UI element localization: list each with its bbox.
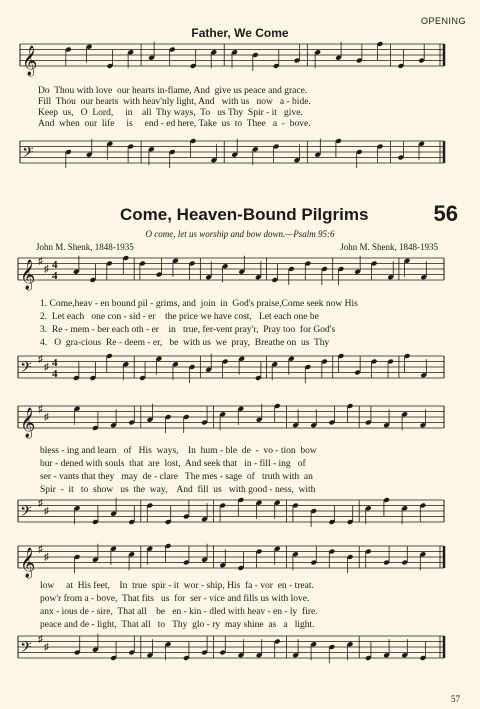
words-credit: John M. Shenk, 1848-1935: [36, 242, 134, 252]
system1-verse3: 3. Re - mem - ber each oth - er in true, fer-vent pray'r, Pray too for God's: [40, 325, 336, 335]
system3-verse4: peace and de - light, That all to Thy glo - ry may shine as a light.: [40, 620, 315, 630]
page-number: 57: [451, 694, 460, 704]
time-signature: 4: [52, 357, 58, 369]
sharp-icon: ♯: [38, 498, 43, 509]
system1-bass-staff: [0, 350, 480, 400]
system2-verse2: bur - dened with souls that are lost, And seek that in - fill - ing of: [40, 459, 306, 469]
system3-verse2: pow'r from a - bove, That fits us for ser - vice and fills us with love.: [40, 594, 310, 604]
hymn1-title: Father, We Come: [191, 26, 289, 40]
sharp-icon: ♯: [44, 264, 49, 275]
system1-verse1: 1. Come,heav - en bound pil - grims, and join in God's praise,Come seek now His: [40, 299, 358, 309]
sharp-icon: ♯: [38, 544, 43, 555]
system2-verse1: bless - ing and learn of His ways, In hum - ble de - vo - tion bow: [40, 446, 317, 456]
system2-bass-staff: [0, 494, 480, 544]
system3-bass-staff: [0, 630, 480, 690]
system1-verse2: 2. Let each one con - sid - er the price we have cost, Let each one be: [40, 312, 319, 322]
treble-clef-icon: 𝄞: [20, 260, 36, 290]
bass-clef-icon: 𝄢: [20, 359, 32, 380]
staff-lines: [20, 141, 444, 163]
hymn1-verse4: And when our life is end - ed here, Take us to Thee a - bove.: [38, 119, 311, 129]
time-signature: 4: [52, 270, 58, 282]
hymn1-verse2: Fill Thou our hearts with heav'nly light, And with us now a - bide.: [38, 97, 311, 107]
hymn1-bass-staff: [0, 135, 480, 185]
sharp-icon: ♯: [44, 362, 49, 373]
sharp-icon: ♯: [38, 354, 43, 365]
system1-verse4: 4. O gra-cious Re - deem - er, be with us we pray, Breathe on us Thy: [40, 338, 330, 348]
sharp-icon: ♯: [44, 642, 49, 653]
sharp-icon: ♯: [38, 634, 43, 645]
hymn-number: 56: [433, 201, 458, 226]
system3-verse1: low at His feet, In true spir - it wor - ship, His fa - vor en - treat.: [40, 581, 314, 591]
staff-lines: [18, 356, 444, 378]
sharp-icon: ♯: [38, 404, 43, 415]
hymn1-verse3: Keep us, O Lord, in all Thy ways, To us Thy Spir - it give.: [38, 108, 303, 118]
sharp-icon: ♯: [44, 412, 49, 423]
treble-clef-icon: 𝄞: [22, 46, 38, 76]
system2-verse3: ser - vants that they may de - clare The mes - sage of truth with an: [40, 472, 313, 482]
system1-treble-staff: [0, 252, 480, 302]
system2-treble-staff: [0, 400, 480, 450]
staff-lines: [18, 636, 444, 658]
hymn1-treble-staff: [0, 38, 480, 88]
bass-clef-icon: 𝄢: [20, 639, 32, 660]
system2-verse4: Spir - it to show us the way, And fill us with good - ness, with: [40, 485, 316, 495]
sharp-icon: ♯: [38, 256, 43, 267]
hymn2-title: Come, Heaven-Bound Pilgrims: [120, 205, 369, 224]
staff-lines: [18, 406, 444, 428]
bass-clef-icon: 𝄢: [22, 144, 34, 165]
hymn1-verse1: Do Thou with love our hearts in-flame, And give us peace and grace.: [38, 86, 308, 96]
music-credit: John M. Shenk, 1848-1935: [340, 242, 438, 252]
sharp-icon: ♯: [44, 552, 49, 563]
sharp-icon: ♯: [44, 506, 49, 517]
bass-clef-icon: 𝄢: [20, 503, 32, 524]
treble-clef-icon: 𝄞: [20, 408, 36, 438]
system3-verse3: anx - ious de - sire, That all be en - kin - dled with heav - en - ly fire.: [40, 607, 318, 617]
time-signature: 4: [52, 259, 58, 271]
section-label: OPENING: [420, 16, 466, 26]
staff-lines: [18, 500, 444, 522]
scripture-reference: O come, let us worship and bow down.—Psalm 95:6: [145, 229, 335, 239]
treble-clef-icon: 𝄞: [20, 548, 36, 578]
staff-lines: [18, 258, 444, 280]
staff-lines: [18, 546, 444, 568]
time-signature: 4: [52, 368, 58, 380]
